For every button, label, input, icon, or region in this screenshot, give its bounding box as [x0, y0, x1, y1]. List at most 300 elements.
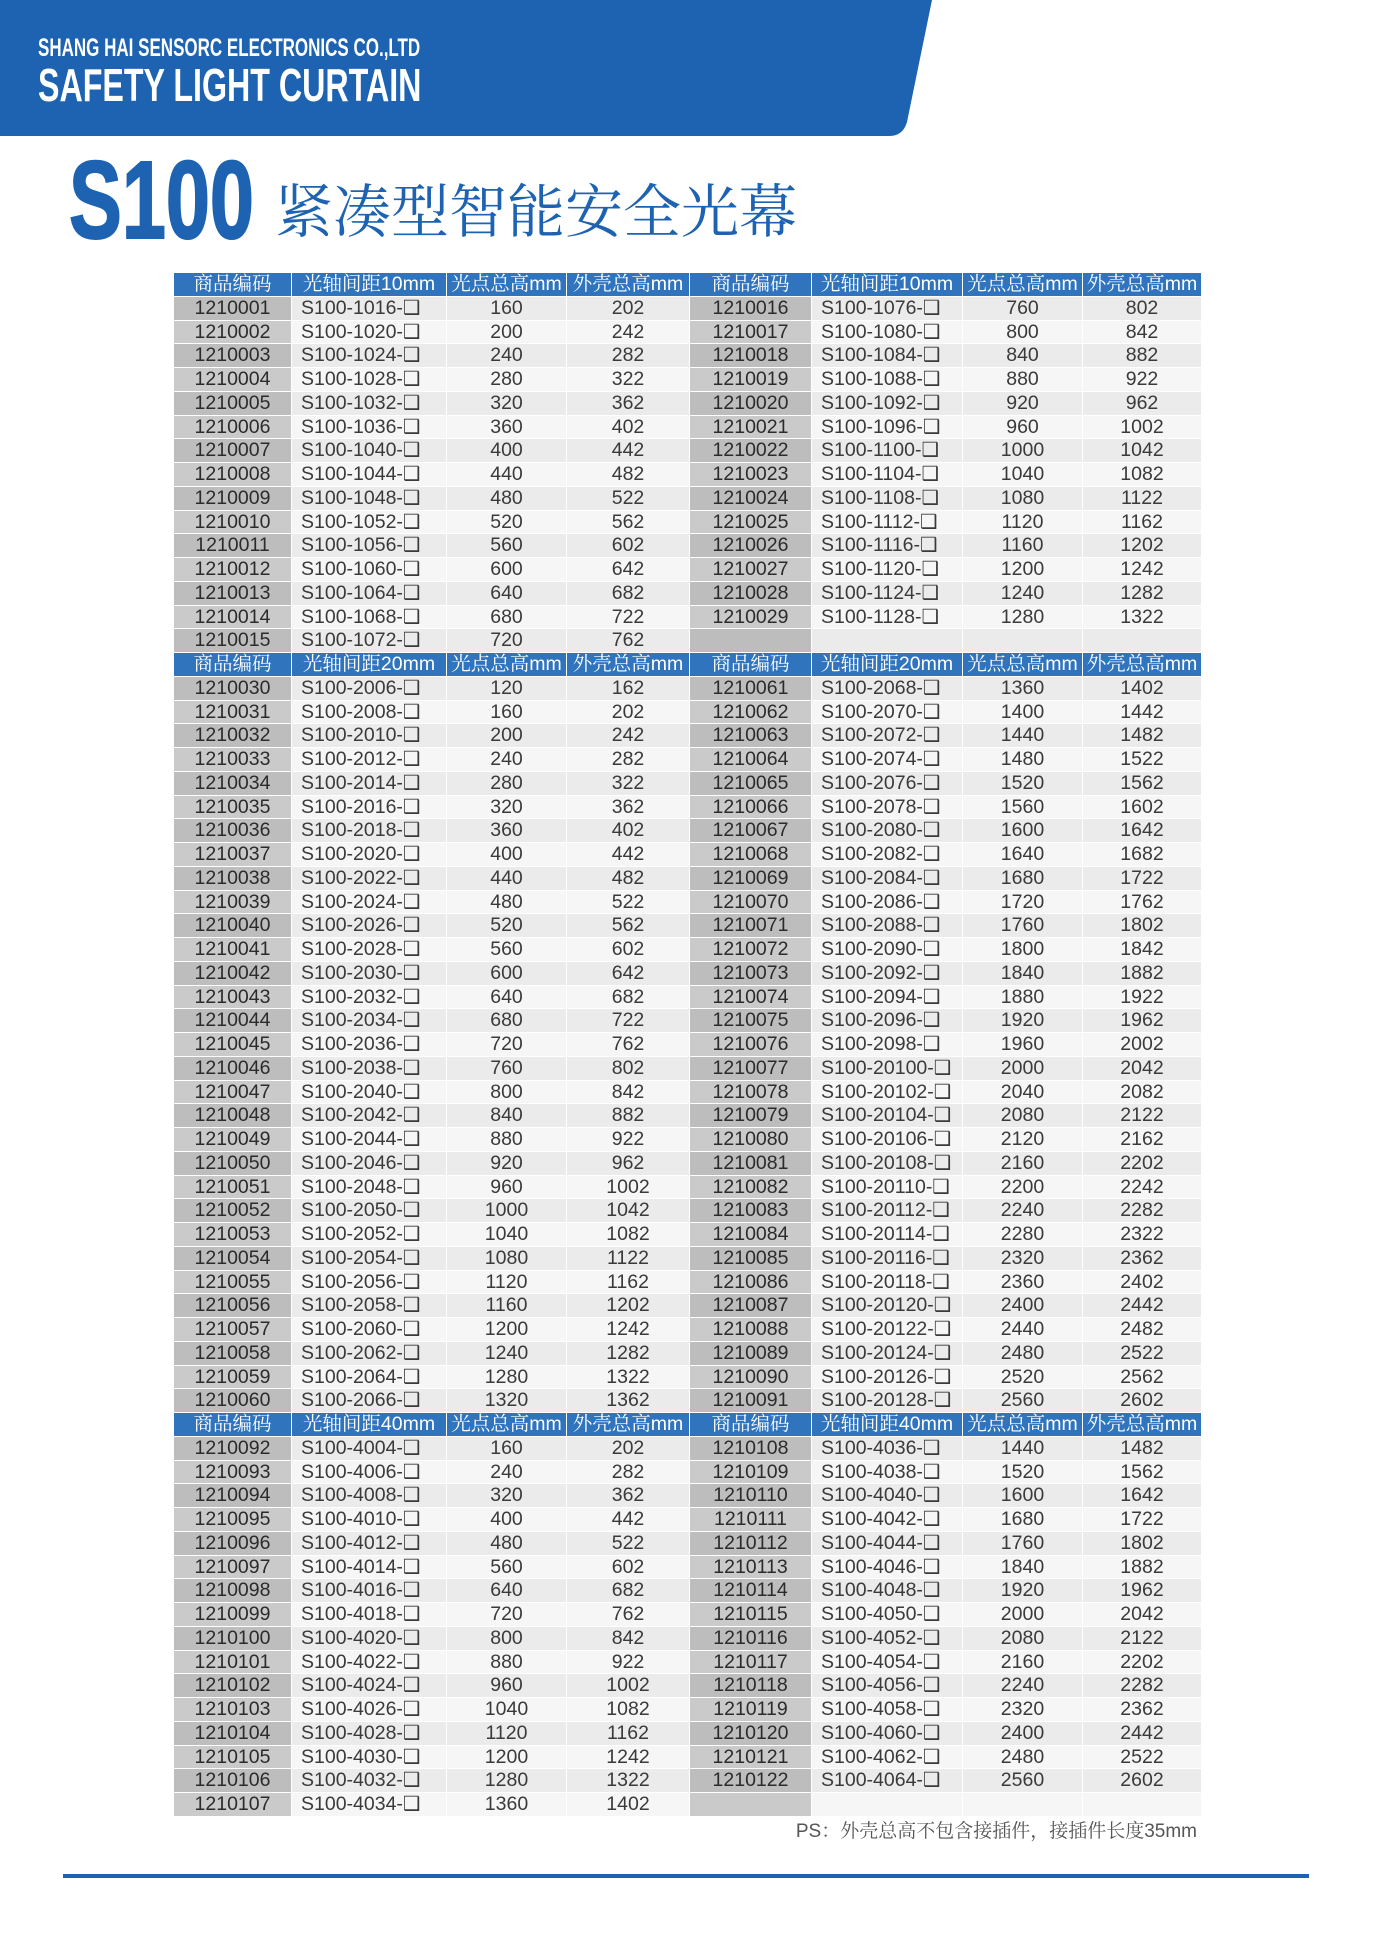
- light-height-cell: 680: [447, 606, 567, 630]
- light-height-cell: 960: [963, 416, 1083, 440]
- model-cell: S100-4050-❑: [812, 1603, 963, 1627]
- model-cell: S100-4056-❑: [812, 1674, 963, 1698]
- code-cell: 1210063: [690, 724, 812, 748]
- housing-height-cell: 922: [1083, 368, 1202, 392]
- light-height-cell: 1200: [963, 558, 1083, 582]
- header-code: 商品编码: [690, 1413, 812, 1437]
- light-height-cell: 1360: [447, 1793, 567, 1817]
- model-cell: S100-20100-❑: [812, 1057, 963, 1081]
- light-height-cell: 1680: [963, 1508, 1083, 1532]
- light-height-cell: 1320: [447, 1389, 567, 1413]
- housing-height-cell: 1842: [1083, 938, 1202, 962]
- light-height-cell: 120: [447, 677, 567, 701]
- housing-height-cell: 2402: [1083, 1271, 1202, 1295]
- code-cell: 1210089: [690, 1342, 812, 1366]
- housing-height-cell: 1002: [567, 1176, 690, 1200]
- code-cell: 1210045: [174, 1033, 292, 1057]
- light-height-cell: 400: [447, 439, 567, 463]
- housing-height-cell: 2482: [1083, 1318, 1202, 1342]
- housing-height-cell: 1162: [567, 1722, 690, 1746]
- code-cell: 1210064: [690, 748, 812, 772]
- light-height-cell: 600: [447, 962, 567, 986]
- model-cell: S100-4028-❑: [292, 1722, 447, 1746]
- model-cell: S100-2058-❑: [292, 1294, 447, 1318]
- housing-height-cell: 1882: [1083, 962, 1202, 986]
- model-cell: S100-2098-❑: [812, 1033, 963, 1057]
- housing-height-cell: 2122: [1083, 1104, 1202, 1128]
- light-height-cell: 1240: [963, 582, 1083, 606]
- model-cell: S100-2076-❑: [812, 772, 963, 796]
- housing-height-cell: 2242: [1083, 1176, 1202, 1200]
- code-cell: 1210012: [174, 558, 292, 582]
- model-title: S100: [69, 139, 254, 262]
- empty-cell: [812, 629, 963, 653]
- code-cell: 1210011: [174, 534, 292, 558]
- light-height-cell: 200: [447, 321, 567, 345]
- model-cell: S100-2038-❑: [292, 1057, 447, 1081]
- code-cell: 1210020: [690, 392, 812, 416]
- code-cell: 1210084: [690, 1223, 812, 1247]
- housing-height-cell: 2362: [1083, 1698, 1202, 1722]
- housing-height-cell: 562: [567, 511, 690, 535]
- light-height-cell: 680: [447, 1009, 567, 1033]
- housing-height-cell: 762: [567, 629, 690, 653]
- light-height-cell: 720: [447, 1603, 567, 1627]
- code-cell: 1210113: [690, 1556, 812, 1580]
- housing-height-cell: 362: [567, 392, 690, 416]
- model-cell: S100-1076-❑: [812, 297, 963, 321]
- housing-height-cell: 2562: [1083, 1366, 1202, 1390]
- housing-height-cell: 842: [1083, 321, 1202, 345]
- code-cell: 1210098: [174, 1579, 292, 1603]
- light-height-cell: 1600: [963, 819, 1083, 843]
- housing-height-cell: 242: [567, 724, 690, 748]
- housing-height-cell: 2002: [1083, 1033, 1202, 1057]
- light-height-cell: 1120: [447, 1722, 567, 1746]
- housing-height-cell: 1082: [567, 1698, 690, 1722]
- code-cell: 1210066: [690, 796, 812, 820]
- housing-height-cell: 602: [567, 534, 690, 558]
- model-cell: S100-2096-❑: [812, 1009, 963, 1033]
- light-height-cell: 560: [447, 534, 567, 558]
- housing-height-cell: 2522: [1083, 1342, 1202, 1366]
- housing-height-cell: 1322: [1083, 606, 1202, 630]
- light-height-cell: 760: [447, 1057, 567, 1081]
- model-cell: S100-20124-❑: [812, 1342, 963, 1366]
- housing-height-cell: 282: [567, 748, 690, 772]
- model-cell: S100-2026-❑: [292, 914, 447, 938]
- model-cell: S100-2084-❑: [812, 867, 963, 891]
- model-cell: S100-2080-❑: [812, 819, 963, 843]
- light-height-cell: 1240: [447, 1342, 567, 1366]
- housing-height-cell: 1322: [567, 1769, 690, 1793]
- housing-height-cell: 1242: [567, 1318, 690, 1342]
- model-cell: S100-2054-❑: [292, 1247, 447, 1271]
- code-cell: 1210010: [174, 511, 292, 535]
- model-cell: S100-2050-❑: [292, 1199, 447, 1223]
- code-cell: 1210007: [174, 439, 292, 463]
- code-cell: 1210058: [174, 1342, 292, 1366]
- code-cell: 1210104: [174, 1722, 292, 1746]
- model-cell: S100-4038-❑: [812, 1461, 963, 1485]
- housing-height-cell: 2442: [1083, 1722, 1202, 1746]
- housing-height-cell: 482: [567, 463, 690, 487]
- housing-height-cell: 2162: [1083, 1128, 1202, 1152]
- model-cell: S100-1100-❑: [812, 439, 963, 463]
- model-cell: S100-20120-❑: [812, 1294, 963, 1318]
- model-cell: S100-4046-❑: [812, 1556, 963, 1580]
- model-cell: S100-20106-❑: [812, 1128, 963, 1152]
- code-cell: 1210024: [690, 487, 812, 511]
- housing-height-cell: 1242: [567, 1746, 690, 1770]
- light-height-cell: 1040: [447, 1223, 567, 1247]
- code-cell: 1210076: [690, 1033, 812, 1057]
- header-code: 商品编码: [690, 653, 812, 677]
- model-cell: S100-1028-❑: [292, 368, 447, 392]
- model-cell: S100-4006-❑: [292, 1461, 447, 1485]
- model-cell: S100-4052-❑: [812, 1627, 963, 1651]
- model-cell: S100-1124-❑: [812, 582, 963, 606]
- code-cell: 1210093: [174, 1461, 292, 1485]
- housing-height-cell: 2362: [1083, 1247, 1202, 1271]
- housing-height-cell: 1562: [1083, 772, 1202, 796]
- model-cell: S100-2024-❑: [292, 891, 447, 915]
- code-cell: 1210118: [690, 1674, 812, 1698]
- housing-height-cell: 202: [567, 1437, 690, 1461]
- code-cell: 1210035: [174, 796, 292, 820]
- code-cell: 1210120: [690, 1722, 812, 1746]
- light-height-cell: 800: [963, 321, 1083, 345]
- light-height-cell: 920: [963, 392, 1083, 416]
- code-cell: 1210086: [690, 1271, 812, 1295]
- model-cell: S100-4054-❑: [812, 1651, 963, 1675]
- code-cell: 1210085: [690, 1247, 812, 1271]
- code-cell: 1210057: [174, 1318, 292, 1342]
- housing-height-cell: 442: [567, 843, 690, 867]
- code-cell: 1210101: [174, 1651, 292, 1675]
- code-cell: 1210102: [174, 1674, 292, 1698]
- model-cell: S100-1020-❑: [292, 321, 447, 345]
- light-height-cell: 1080: [447, 1247, 567, 1271]
- light-height-cell: 520: [447, 511, 567, 535]
- code-cell: 1210080: [690, 1128, 812, 1152]
- code-cell: 1210014: [174, 606, 292, 630]
- code-cell: 1210092: [174, 1437, 292, 1461]
- housing-height-cell: 722: [567, 1009, 690, 1033]
- model-cell: S100-1024-❑: [292, 344, 447, 368]
- header-housing-height: 外壳总高mm: [1083, 1413, 1202, 1437]
- housing-height-cell: 162: [567, 677, 690, 701]
- model-cell: S100-1096-❑: [812, 416, 963, 440]
- code-cell: 1210052: [174, 1199, 292, 1223]
- light-height-cell: 240: [447, 1461, 567, 1485]
- code-cell: 1210082: [690, 1176, 812, 1200]
- header-pitch: 光轴间距20mm: [812, 653, 963, 677]
- model-cell: S100-4026-❑: [292, 1698, 447, 1722]
- code-cell: 1210097: [174, 1556, 292, 1580]
- light-height-cell: 2080: [963, 1104, 1083, 1128]
- model-cell: S100-4024-❑: [292, 1674, 447, 1698]
- model-cell: S100-4036-❑: [812, 1437, 963, 1461]
- light-height-cell: 1760: [963, 914, 1083, 938]
- housing-height-cell: 682: [567, 582, 690, 606]
- light-height-cell: 600: [447, 558, 567, 582]
- housing-height-cell: 1922: [1083, 986, 1202, 1010]
- housing-height-cell: 1962: [1083, 1579, 1202, 1603]
- code-cell: 1210106: [174, 1769, 292, 1793]
- light-height-cell: 2040: [963, 1081, 1083, 1105]
- code-cell: 1210030: [174, 677, 292, 701]
- light-height-cell: 640: [447, 582, 567, 606]
- housing-height-cell: 842: [567, 1081, 690, 1105]
- light-height-cell: 1520: [963, 1461, 1083, 1485]
- light-height-cell: 2560: [963, 1769, 1083, 1793]
- housing-height-cell: 522: [567, 487, 690, 511]
- model-cell: S100-2046-❑: [292, 1152, 447, 1176]
- model-cell: S100-20104-❑: [812, 1104, 963, 1128]
- model-cell: S100-2012-❑: [292, 748, 447, 772]
- model-cell: S100-4058-❑: [812, 1698, 963, 1722]
- code-cell: 1210009: [174, 487, 292, 511]
- code-cell: 1210031: [174, 701, 292, 725]
- model-cell: S100-1064-❑: [292, 582, 447, 606]
- code-cell: 1210070: [690, 891, 812, 915]
- model-cell: S100-4020-❑: [292, 1627, 447, 1651]
- code-cell: 1210114: [690, 1579, 812, 1603]
- housing-height-cell: 2082: [1083, 1081, 1202, 1105]
- model-cell: S100-1092-❑: [812, 392, 963, 416]
- model-cell: S100-2082-❑: [812, 843, 963, 867]
- model-cell: S100-2044-❑: [292, 1128, 447, 1152]
- model-cell: S100-4014-❑: [292, 1556, 447, 1580]
- model-cell: S100-2020-❑: [292, 843, 447, 867]
- light-height-cell: 280: [447, 368, 567, 392]
- code-cell: 1210056: [174, 1294, 292, 1318]
- light-height-cell: 1560: [963, 796, 1083, 820]
- code-cell: 1210110: [690, 1484, 812, 1508]
- light-height-cell: 320: [447, 1484, 567, 1508]
- model-cell: S100-20114-❑: [812, 1223, 963, 1247]
- housing-height-cell: 802: [567, 1057, 690, 1081]
- code-cell: 1210053: [174, 1223, 292, 1247]
- light-height-cell: 2160: [963, 1152, 1083, 1176]
- code-cell: 1210001: [174, 297, 292, 321]
- housing-height-cell: 1002: [567, 1674, 690, 1698]
- model-cell: S100-2040-❑: [292, 1081, 447, 1105]
- model-cell: S100-2052-❑: [292, 1223, 447, 1247]
- light-height-cell: 2200: [963, 1176, 1083, 1200]
- header-light-height: 光点总高mm: [963, 1413, 1083, 1437]
- model-cell: S100-2018-❑: [292, 819, 447, 843]
- light-height-cell: 1280: [447, 1769, 567, 1793]
- housing-height-cell: 2202: [1083, 1152, 1202, 1176]
- housing-height-cell: 642: [567, 962, 690, 986]
- light-height-cell: 1840: [963, 962, 1083, 986]
- model-cell: S100-2036-❑: [292, 1033, 447, 1057]
- light-height-cell: 1440: [963, 724, 1083, 748]
- light-height-cell: 280: [447, 772, 567, 796]
- housing-height-cell: 322: [567, 368, 690, 392]
- footnote: PS：外壳总高不包含接插件，接插件长度35mm: [795, 1821, 1197, 1842]
- code-cell: 1210117: [690, 1651, 812, 1675]
- model-cell: S100-1112-❑: [812, 511, 963, 535]
- model-cell: S100-20126-❑: [812, 1366, 963, 1390]
- code-cell: 1210040: [174, 914, 292, 938]
- light-height-cell: 2520: [963, 1366, 1083, 1390]
- code-cell: 1210108: [690, 1437, 812, 1461]
- light-height-cell: 960: [447, 1674, 567, 1698]
- code-cell: 1210100: [174, 1627, 292, 1651]
- housing-height-cell: 2122: [1083, 1627, 1202, 1651]
- housing-height-cell: 442: [567, 439, 690, 463]
- code-cell: 1210073: [690, 962, 812, 986]
- housing-height-cell: 1962: [1083, 1009, 1202, 1033]
- code-cell: 1210037: [174, 843, 292, 867]
- model-cell: S100-4032-❑: [292, 1769, 447, 1793]
- code-cell: 1210078: [690, 1081, 812, 1105]
- model-cell: S100-2010-❑: [292, 724, 447, 748]
- light-height-cell: 1160: [447, 1294, 567, 1318]
- light-height-cell: 1160: [963, 534, 1083, 558]
- model-cell: S100-20108-❑: [812, 1152, 963, 1176]
- housing-height-cell: 2522: [1083, 1746, 1202, 1770]
- light-height-cell: 2280: [963, 1223, 1083, 1247]
- code-cell: 1210032: [174, 724, 292, 748]
- housing-height-cell: 1162: [1083, 511, 1202, 535]
- light-height-cell: 760: [963, 297, 1083, 321]
- header-code: 商品编码: [690, 273, 812, 297]
- light-height-cell: 1400: [963, 701, 1083, 725]
- light-height-cell: 2000: [963, 1057, 1083, 1081]
- empty-cell: [1083, 1793, 1202, 1817]
- housing-height-cell: 1682: [1083, 843, 1202, 867]
- housing-height-cell: 1802: [1083, 914, 1202, 938]
- light-height-cell: 320: [447, 796, 567, 820]
- housing-height-cell: 1722: [1083, 1508, 1202, 1532]
- header-pitch: 光轴间距40mm: [292, 1413, 447, 1437]
- housing-height-cell: 402: [567, 819, 690, 843]
- model-cell: S100-2068-❑: [812, 677, 963, 701]
- light-height-cell: 1920: [963, 1009, 1083, 1033]
- housing-height-cell: 1362: [567, 1389, 690, 1413]
- model-cell: S100-4040-❑: [812, 1484, 963, 1508]
- code-cell: 1210095: [174, 1508, 292, 1532]
- model-cell: S100-2086-❑: [812, 891, 963, 915]
- light-height-cell: 2360: [963, 1271, 1083, 1295]
- light-height-cell: 240: [447, 748, 567, 772]
- model-cell: S100-1068-❑: [292, 606, 447, 630]
- code-cell: 1210004: [174, 368, 292, 392]
- housing-height-cell: 522: [567, 1532, 690, 1556]
- code-cell: 1210018: [690, 344, 812, 368]
- model-cell: S100-20102-❑: [812, 1081, 963, 1105]
- code-cell: 1210111: [690, 1508, 812, 1532]
- housing-height-cell: 1402: [1083, 677, 1202, 701]
- light-height-cell: 2080: [963, 1627, 1083, 1651]
- model-cell: S100-1048-❑: [292, 487, 447, 511]
- model-cell: S100-2060-❑: [292, 1318, 447, 1342]
- code-cell: 1210036: [174, 819, 292, 843]
- code-cell: 1210081: [690, 1152, 812, 1176]
- header-housing-height: 外壳总高mm: [1083, 653, 1202, 677]
- light-height-cell: 560: [447, 938, 567, 962]
- code-cell: 1210122: [690, 1769, 812, 1793]
- model-cell: S100-20128-❑: [812, 1389, 963, 1413]
- light-height-cell: 400: [447, 843, 567, 867]
- code-cell: 1210023: [690, 463, 812, 487]
- header-pitch: 光轴间距40mm: [812, 1413, 963, 1437]
- model-cell: S100-2070-❑: [812, 701, 963, 725]
- model-cell: S100-4044-❑: [812, 1532, 963, 1556]
- light-height-cell: 2120: [963, 1128, 1083, 1152]
- model-cell: S100-4016-❑: [292, 1579, 447, 1603]
- code-cell: 1210065: [690, 772, 812, 796]
- header-light-height: 光点总高mm: [963, 653, 1083, 677]
- header-light-height: 光点总高mm: [963, 273, 1083, 297]
- housing-height-cell: 1202: [1083, 534, 1202, 558]
- code-cell: 1210096: [174, 1532, 292, 1556]
- light-height-cell: 960: [447, 1176, 567, 1200]
- company-name: SHANG HAI SENSORC ELECTRONICS CO.,LTD: [38, 34, 421, 62]
- code-cell: 1210061: [690, 677, 812, 701]
- light-height-cell: 360: [447, 819, 567, 843]
- header-housing-height: 外壳总高mm: [1083, 273, 1202, 297]
- light-height-cell: 2240: [963, 1674, 1083, 1698]
- model-cell: S100-4034-❑: [292, 1793, 447, 1817]
- housing-height-cell: 1722: [1083, 867, 1202, 891]
- model-cell: S100-1104-❑: [812, 463, 963, 487]
- light-height-cell: 640: [447, 1579, 567, 1603]
- housing-height-cell: 1762: [1083, 891, 1202, 915]
- housing-height-cell: 962: [1083, 392, 1202, 416]
- housing-height-cell: 1162: [567, 1271, 690, 1295]
- code-cell: 1210054: [174, 1247, 292, 1271]
- model-cell: S100-2048-❑: [292, 1176, 447, 1200]
- code-cell: 1210091: [690, 1389, 812, 1413]
- model-cell: S100-4064-❑: [812, 1769, 963, 1793]
- code-cell: 1210006: [174, 416, 292, 440]
- light-height-cell: 720: [447, 1033, 567, 1057]
- housing-height-cell: 1282: [1083, 582, 1202, 606]
- code-cell: 1210105: [174, 1746, 292, 1770]
- empty-cell: [1083, 629, 1202, 653]
- housing-height-cell: 322: [567, 772, 690, 796]
- housing-height-cell: 2202: [1083, 1651, 1202, 1675]
- code-cell: 1210075: [690, 1009, 812, 1033]
- model-cell: S100-2064-❑: [292, 1366, 447, 1390]
- model-cell: S100-2032-❑: [292, 986, 447, 1010]
- light-height-cell: 2240: [963, 1199, 1083, 1223]
- model-cell: S100-1016-❑: [292, 297, 447, 321]
- light-height-cell: 1080: [963, 487, 1083, 511]
- code-cell: 1210005: [174, 392, 292, 416]
- model-cell: S100-4022-❑: [292, 1651, 447, 1675]
- code-cell: 1210048: [174, 1104, 292, 1128]
- code-cell: 1210090: [690, 1366, 812, 1390]
- model-cell: S100-4004-❑: [292, 1437, 447, 1461]
- model-cell: S100-4010-❑: [292, 1508, 447, 1532]
- header-housing-height: 外壳总高mm: [567, 653, 690, 677]
- code-cell: 1210025: [690, 511, 812, 535]
- model-cell: S100-4062-❑: [812, 1746, 963, 1770]
- model-cell: S100-2008-❑: [292, 701, 447, 725]
- light-height-cell: 1280: [963, 606, 1083, 630]
- housing-height-cell: 1482: [1083, 1437, 1202, 1461]
- model-cell: S100-2092-❑: [812, 962, 963, 986]
- model-cell: S100-2034-❑: [292, 1009, 447, 1033]
- code-cell: 1210068: [690, 843, 812, 867]
- code-cell: 1210071: [690, 914, 812, 938]
